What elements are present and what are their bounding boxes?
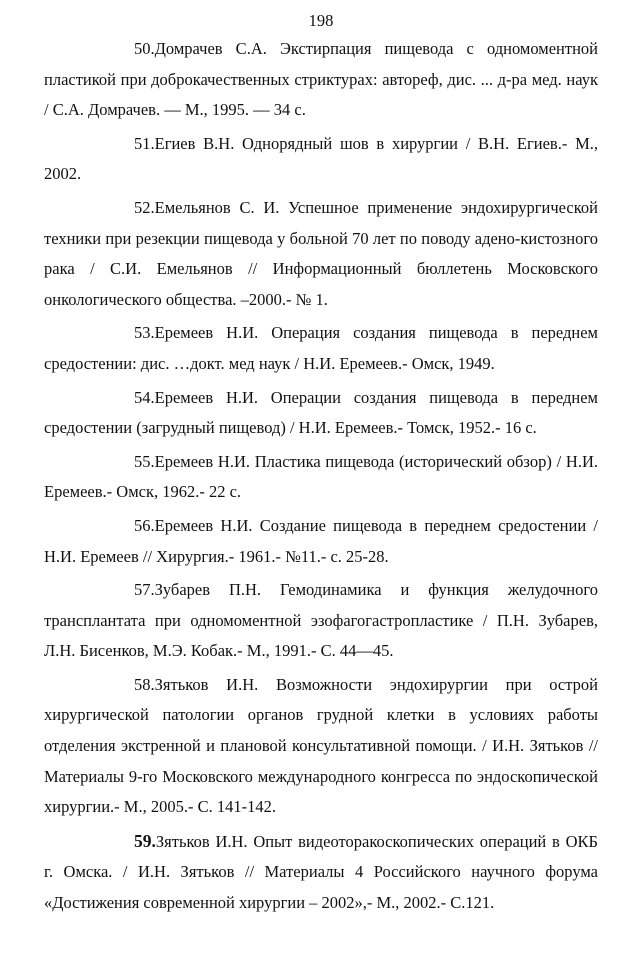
reference-item (44, 193, 598, 315)
reference-number: 58. (134, 674, 155, 694)
reference-item (44, 511, 598, 572)
reference-text: Егиев В.Н. Однорядный шов в хирургии / В.Н. Егиев.- М., 2002. (44, 133, 598, 184)
reference-item (44, 34, 598, 126)
reference-item (44, 383, 598, 444)
reference-text: Еремеев Н.И. Операция создания пищевода в переднем средостении: дис. …докт. мед наук / Н.И. Еремеев.- Омск, 1949. (44, 323, 598, 373)
reference-list (44, 34, 598, 919)
reference-number: 50. (134, 39, 155, 58)
reference-text: Еремеев Н.И. Создание пищевода в переднем средостении / Н.И. Еремеев // Хирургия.- 1961.- №11.- с. 25-28. (44, 515, 598, 566)
reference-item (44, 447, 598, 508)
page-number: 198 (308, 11, 334, 30)
reference-number: 59. (134, 830, 156, 851)
reference-number: 53. (134, 323, 155, 343)
reference-number: 56. (134, 515, 155, 535)
reference-text: Еремеев Н.И. Операции создания пищевода в переднем средостении (загрудный пищевод) / Н.И. Еремеев.- Томск, 1952.- 16 с. (44, 387, 598, 438)
reference-text: Зятьков И.Н. Возможности эндохирургии при острой хирургической патологии органов грудной клетки в условиях работы отделения экстренной и плановой консультативной помощи. / И.Н. Зятьков // Материалы 9-го Московского международного конгресса по эндоскопической хирургии.- М., 2005.- С. 141-142. (44, 674, 598, 817)
reference-number: 51. (134, 133, 155, 153)
reference-item (44, 318, 598, 379)
reference-number: 57. (134, 580, 155, 600)
reference-text: Зубарев П.Н. Гемодинамика и функция желудочного трансплантата при одномоментной эзофагогастропластике / П.Н. Зубарев, Л.Н. Бисенков, М.Э. Кобак.- М., 1991.- С. 44—45. (44, 580, 598, 661)
reference-number: 54. (134, 387, 155, 407)
reference-item (44, 575, 598, 667)
reference-number: 55. (134, 451, 155, 471)
reference-text: Домрачев С.А. Экстирпация пищевода с одномоментной пластикой при доброкачественных стриктурах: автореф, дис. ... д-ра мед. наук / С.А. Домрачев. — М., 1995. — 34 с. (44, 39, 598, 120)
reference-item (44, 670, 598, 823)
reference-number: 52. (134, 197, 155, 217)
reference-item (44, 826, 598, 919)
reference-item (44, 129, 598, 190)
reference-text: Емельянов С. И. Успешное применение эндохирургической техники при резекции пищевода у больной 70 лет по поводу адено-кистозного рака / С.И. Емельянов // Информационный бюллетень Московского онкологического общества. –2000.- № 1. (44, 197, 598, 309)
reference-text: Еремеев Н.И. Пластика пищевода (исторический обзор) / Н.И. Еремеев.- Омск, 1962.- 22 с. (44, 451, 598, 502)
reference-text: Зятьков И.Н. Опыт видеоторакоскопических операций в ОКБ г. Омска. / И.Н. Зятьков // Материалы 4 Российского научного форума «Достижения современной хирургии – 2002»,- М., 2002.- С.121. (44, 831, 598, 913)
